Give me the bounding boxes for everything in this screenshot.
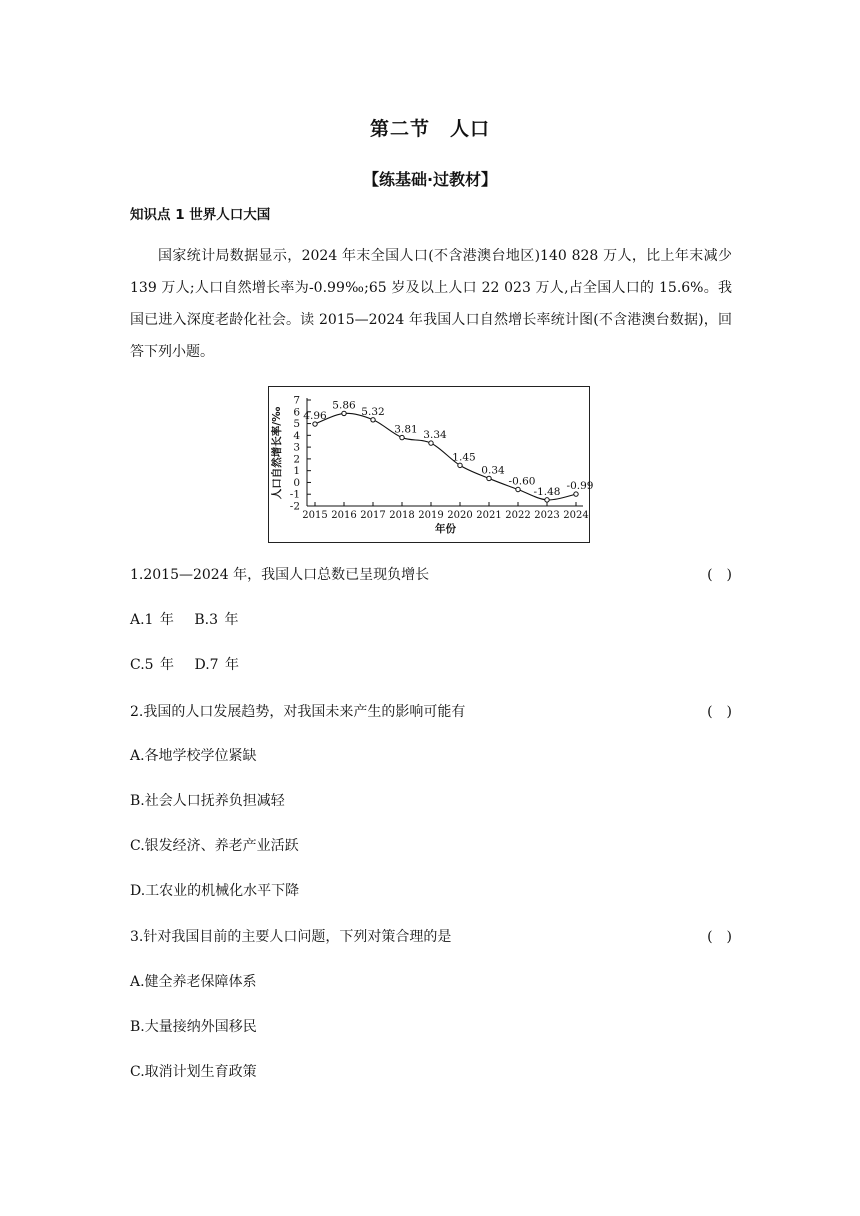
question-2-answer-blank: ( ) bbox=[707, 704, 732, 720]
y-tick-label: 1 bbox=[293, 465, 300, 478]
x-tick-label: 2020 bbox=[447, 510, 473, 521]
x-tick-label: 2017 bbox=[360, 510, 386, 521]
y-tick-label: -2 bbox=[289, 500, 300, 513]
knowledge-point-heading: 知识点 1 世界人口大国 bbox=[130, 207, 271, 223]
question-2-option-b: B.社会人口抚养负担减轻 bbox=[130, 793, 285, 809]
question-1-answer-blank: ( ) bbox=[707, 567, 732, 583]
data-label: 0.34 bbox=[481, 464, 505, 477]
y-tick-label: 3 bbox=[293, 441, 300, 454]
y-tick-label: 2 bbox=[293, 453, 300, 466]
question-3-option-b: B.大量接纳外国移民 bbox=[130, 1019, 257, 1035]
y-tick-label: 5 bbox=[293, 418, 300, 431]
chart-svg bbox=[269, 387, 594, 542]
x-tick-label: 2019 bbox=[418, 510, 444, 521]
y-tick-label: 0 bbox=[293, 476, 300, 489]
data-point bbox=[429, 441, 433, 445]
reading-passage: 国家统计局数据显示，2024 年末全国人口(不含港澳台地区)140 828 万人，比上年末减少 139 万人;人口自然增长率为-0.99‰;65 岁及以上人口 22 023 万人,占全国人口的 15.6%。我国已进入深度老龄化社会。读 2015—2024 年我国人口自然增长率统计图(不含港澳台数据)，回答下列小题。 bbox=[130, 248, 732, 360]
question-2-stem: 2.我国的人口发展趋势，对我国未来产生的影响可能有 bbox=[130, 704, 466, 720]
data-label: 3.34 bbox=[423, 429, 447, 442]
data-label: -1.48 bbox=[533, 485, 561, 498]
question-3-stem: 3.针对我国目前的主要人口问题，下列对策合理的是 bbox=[130, 929, 452, 945]
x-tick-label: 2024 bbox=[563, 510, 589, 521]
data-label: -0.60 bbox=[508, 475, 536, 488]
data-label: 4.96 bbox=[303, 410, 327, 423]
data-point bbox=[371, 418, 375, 422]
question-2-option-a: A.各地学校学位紧缺 bbox=[130, 748, 257, 764]
y-tick-label: 7 bbox=[293, 394, 300, 407]
y-tick-label: 6 bbox=[293, 406, 300, 419]
data-point bbox=[458, 463, 462, 467]
data-label: 5.32 bbox=[361, 405, 385, 418]
data-point bbox=[313, 422, 317, 426]
question-1-options-row-1: A.1 年 B.3 年 bbox=[130, 612, 239, 628]
y-axis-title: 人口自然增长率/‰ bbox=[271, 406, 283, 500]
page-title: 第二节 人口 bbox=[369, 118, 490, 140]
x-tick-label: 2018 bbox=[389, 510, 415, 521]
question-3-answer-blank: ( ) bbox=[707, 929, 732, 945]
data-point bbox=[516, 487, 520, 491]
data-label: 1.45 bbox=[452, 451, 476, 464]
question-3-option-a: A.健全养老保障体系 bbox=[130, 974, 257, 990]
question-2-option-c: C.银发经济、养老产业活跃 bbox=[130, 838, 299, 854]
question-1-options-row-2: C.5 年 D.7 年 bbox=[130, 657, 240, 673]
x-tick-label: 2023 bbox=[534, 510, 560, 521]
x-tick-label: 2021 bbox=[476, 510, 502, 521]
question-1-stem: 1.2015—2024 年，我国人口总数已呈现负增长 bbox=[130, 567, 430, 583]
data-point bbox=[574, 492, 578, 496]
data-point bbox=[400, 435, 404, 439]
x-tick-label: 2015 bbox=[302, 510, 328, 521]
y-tick-label: -1 bbox=[289, 488, 300, 501]
data-point bbox=[342, 411, 346, 415]
data-label: 5.86 bbox=[332, 399, 356, 412]
data-point bbox=[545, 498, 549, 502]
question-3-option-c: C.取消计划生育政策 bbox=[130, 1064, 257, 1080]
data-point bbox=[487, 476, 491, 480]
x-axis-title: 年份 bbox=[435, 523, 456, 535]
data-label: -0.99 bbox=[566, 480, 594, 493]
y-tick-label: 4 bbox=[293, 429, 300, 442]
question-2-option-d: D.工农业的机械化水平下降 bbox=[130, 883, 300, 899]
section-heading: 【练基础·过教材】 bbox=[362, 170, 498, 189]
x-tick-label: 2016 bbox=[331, 510, 357, 521]
population-growth-chart bbox=[268, 386, 594, 543]
data-label: 3.81 bbox=[394, 423, 418, 436]
x-tick-label: 2022 bbox=[505, 510, 531, 521]
